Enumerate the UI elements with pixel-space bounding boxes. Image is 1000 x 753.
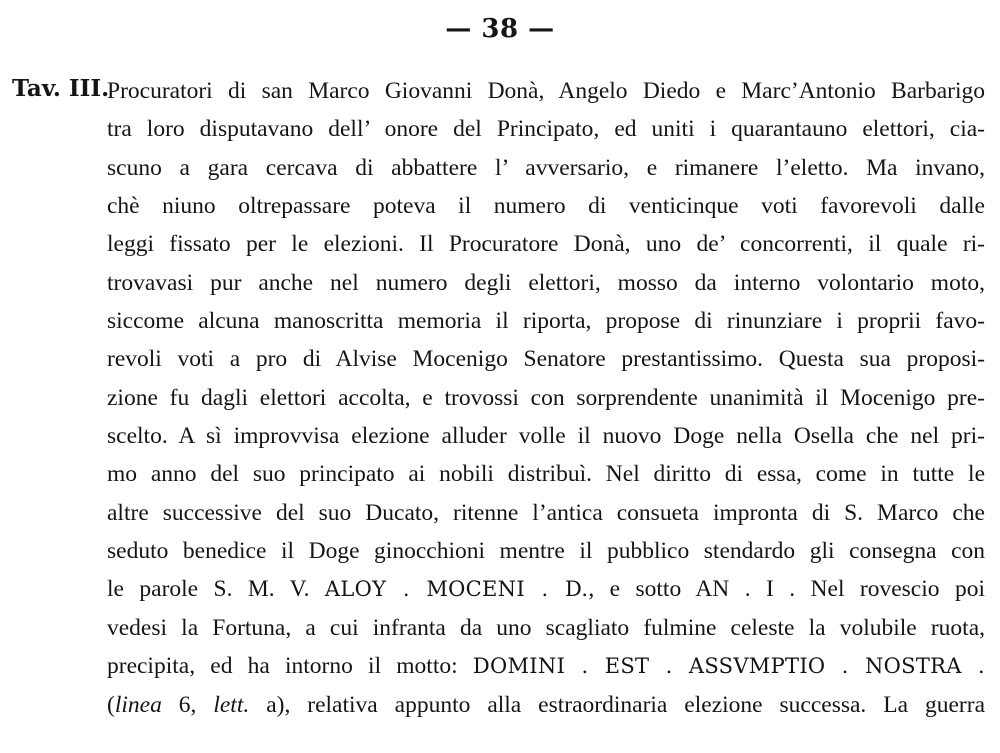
text-line-14 xyxy=(107,570,985,608)
plate-label: Tav. III. xyxy=(12,75,110,102)
text-line-3: scuno a gara cercava di abbattere l’ avversario, e rimanere l’eletto. Ma invano, xyxy=(107,154,985,181)
body-text xyxy=(107,72,985,724)
text-line-16 xyxy=(107,647,985,685)
text-line-10: scelto. A sì improvvisa elezione alluder volle il nuovo Doge nella Osella che nel pri- xyxy=(107,423,985,450)
text-line-17-italic-lett: lett. xyxy=(213,691,250,718)
text-line-17-italic-linea: linea xyxy=(114,691,162,718)
text-line-1: Procuratori di san Marco Giovanni Donà, Angelo Diedo e Marc’Antonio Barbarigo xyxy=(107,78,985,104)
text-line-12: altre successive del suo Ducato, ritenne l’antica consueta impronta di S. Marco che xyxy=(107,499,985,526)
text-line-17-open: ( xyxy=(107,691,115,718)
text-line-7: siccome alcuna manoscritta memoria il riporta, propose di rinunziare i proprii favo- xyxy=(107,308,985,335)
text-line-14-pre: le parole S. M. V. xyxy=(107,576,325,603)
text-line-17-mid: 6, xyxy=(161,691,214,718)
text-line-2: tra loro disputavano dell’ onore del Principato, ed uniti i quarantauno elettori, cia- xyxy=(107,116,985,143)
text-line-15: vedesi la Fortuna, a cui infranta da uno scagliato fulmine celeste la volubile ruota, xyxy=(107,614,985,641)
text-line-17 xyxy=(107,686,985,724)
text-line-16-motto: DOMINI . EST . ASSVMPTIO . NOSTRA . xyxy=(472,654,985,679)
text-line-6: trovavasi pur anche nel numero degli elettori, mosso da interno volontario moto, xyxy=(107,269,985,296)
text-line-9: zione fu dagli elettori accolta, e trovossi con sorprendente unanimità il Mocenigo pre- xyxy=(107,384,985,411)
text-line-4: chè niuno oltrepassare poteva il numero di venticinque voti favorevoli dalle xyxy=(107,193,985,220)
text-line-14-legend: ALOY . MOCENI . D. xyxy=(324,577,589,602)
text-line-5: leggi fissato per le elezioni. Il Procuratore Donà, uno de’ concorrenti, il quale ri- xyxy=(107,231,985,258)
text-line-11: mo anno del suo principato ai nobili distribuì. Nel diritto di essa, come in tutte le xyxy=(107,461,985,488)
text-line-17-post: a), relativa appunto alla estraordinaria elezione successa. La guerra xyxy=(249,691,985,718)
text-line-13: seduto benedice il Doge ginocchioni mentre il pubblico stendardo gli consegna con xyxy=(107,538,985,565)
text-line-14-post: , e sotto AN . I . Nel rovescio poi xyxy=(588,576,985,603)
text-line-8: revoli voti a pro di Alvise Mocenigo Senatore prestantissimo. Questa sua proposi- xyxy=(107,346,985,373)
page-number: — 38 — xyxy=(445,14,555,44)
text-line-16-pre: precipita, ed ha intorno il motto: xyxy=(107,653,473,680)
